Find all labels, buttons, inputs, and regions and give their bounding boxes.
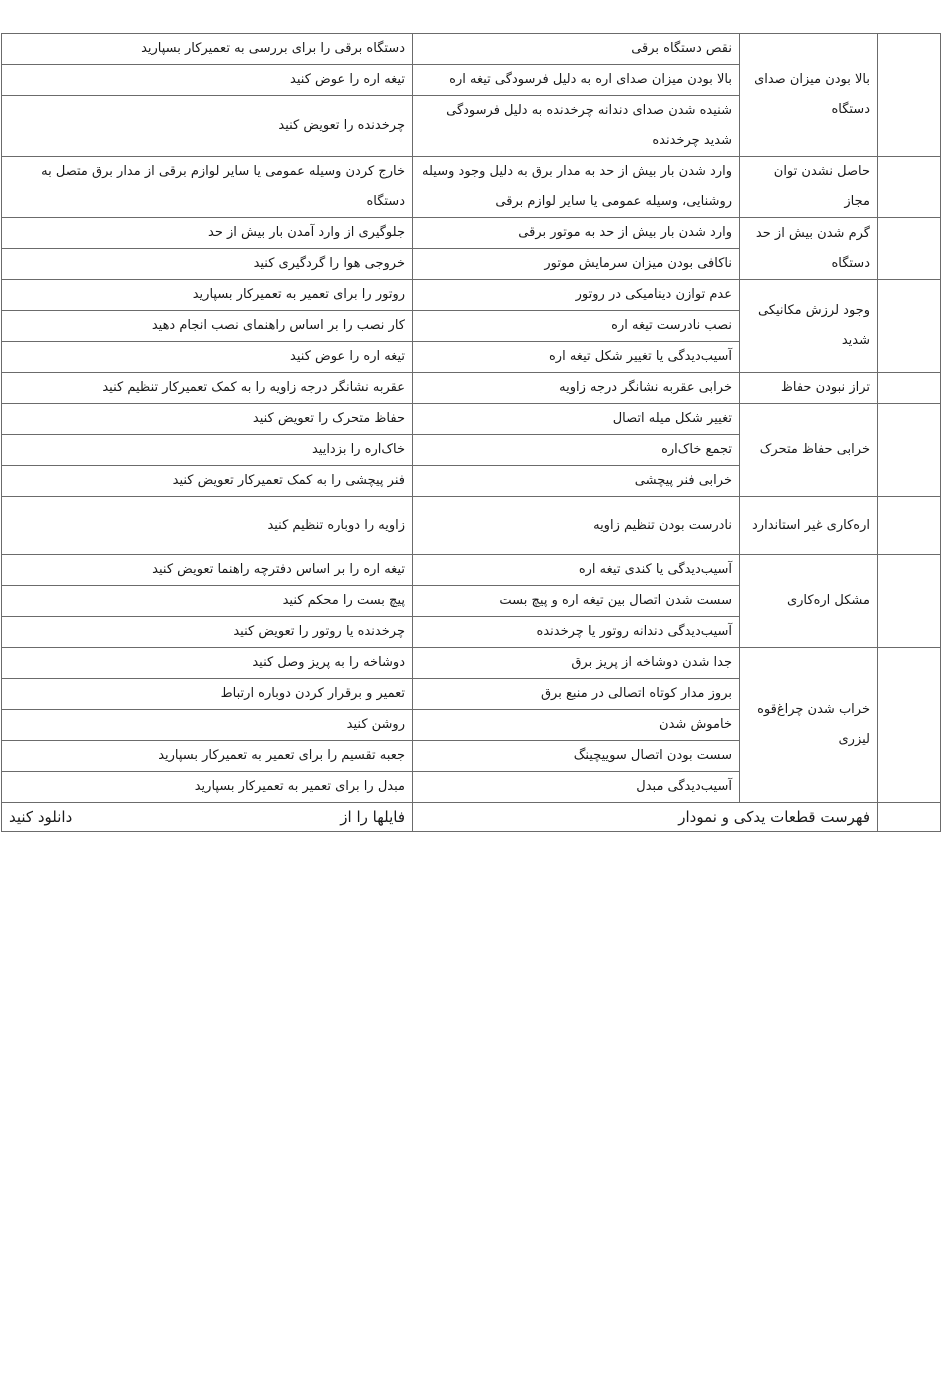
cause-cell: آسیب‌دیدگی دندانه روتور یا چرخدنده: [413, 617, 740, 648]
problem-cell: اره‌کاری غیر استاندارد: [740, 497, 878, 555]
cause-cell: بالا بودن میزان صدای اره به دلیل فرسودگی تیغه اره: [413, 65, 740, 96]
action-cell: زاویه را دوباره تنظیم کنید: [2, 497, 413, 555]
table-row: [2, 34, 941, 65]
footer-row: [2, 803, 941, 832]
cause-cell: نادرست بودن تنظیم زاویه: [413, 497, 740, 555]
action-cell: پیچ بست را محکم کنید: [2, 586, 413, 617]
action-cell: کار نصب را بر اساس راهنمای نصب انجام دهید: [2, 311, 413, 342]
action-cell: تیغه اره را عوض کنید: [2, 65, 413, 96]
action-cell: فنر پیچشی را به کمک تعمیرکار تعویض کنید: [2, 466, 413, 497]
cause-cell: ناکافی بودن میزان سرمایش موتور: [413, 249, 740, 280]
cause-cell: خرابی فنر پیچشی: [413, 466, 740, 497]
row-index-cell: [878, 497, 941, 555]
cause-cell: نصب نادرست تیغه اره: [413, 311, 740, 342]
cause-cell: آسیب‌دیدگی مبدل: [413, 772, 740, 803]
cause-cell: سست شدن اتصال بین تیغه اره و پیچ بست: [413, 586, 740, 617]
table-body: [2, 34, 941, 832]
table-row: [2, 218, 941, 249]
troubleshooting-table: [1, 33, 941, 832]
row-index-cell: [878, 218, 941, 280]
action-cell: دوشاخه را به پریز وصل کنید: [2, 648, 413, 679]
cause-cell: آسیب‌دیدگی یا تغییر شکل تیغه اره: [413, 342, 740, 373]
problem-cell: خرابی حفاظ متحرک: [740, 404, 878, 497]
table-row: [2, 497, 941, 555]
action-cell: تیغه اره را بر اساس دفترچه راهنما تعویض کنید: [2, 555, 413, 586]
action-cell: روشن کنید: [2, 710, 413, 741]
table-row: [2, 555, 941, 586]
footer-index-cell: [878, 803, 941, 832]
cause-cell: آسیب‌دیدگی یا کندی تیغه اره: [413, 555, 740, 586]
cause-cell: تجمع خاک‌اره: [413, 435, 740, 466]
problem-cell: خراب شدن چراغ‌قوه لیزری: [740, 648, 878, 803]
table-row: [2, 648, 941, 679]
table-row: [2, 373, 941, 404]
action-cell: تیغه اره را عوض کنید: [2, 342, 413, 373]
cause-cell: شنیده شدن صدای دندانه چرخدنده به دلیل فرسودگی شدید چرخدنده: [413, 96, 740, 157]
problem-cell: حاصل نشدن توان مجاز: [740, 157, 878, 218]
row-index-cell: [878, 157, 941, 218]
action-cell: جعبه تقسیم را برای تعمیر به تعمیرکار بسپارید: [2, 741, 413, 772]
problem-cell: گرم شدن بیش از حد دستگاه: [740, 218, 878, 280]
problem-cell: مشکل اره‌کاری: [740, 555, 878, 648]
footer-download-link[interactable]: دانلود کنید: [9, 808, 73, 826]
row-index-cell: [878, 34, 941, 157]
action-cell: تعمیر و برقرار کردن دوباره ارتباط: [2, 679, 413, 710]
cause-cell: وارد شدن بار بیش از حد به مدار برق به دلیل وجود وسیله روشنایی، وسیله عمومی یا سایر لوازم برقی: [413, 157, 740, 218]
action-cell: مبدل را برای تعمیر به تعمیرکار بسپارید: [2, 772, 413, 803]
row-index-cell: [878, 373, 941, 404]
cause-cell: جدا شدن دوشاخه از پریز برق: [413, 648, 740, 679]
action-cell: روتور را برای تعمیر به تعمیرکار بسپارید: [2, 280, 413, 311]
problem-cell: تراز نبودن حفاظ: [740, 373, 878, 404]
table-row: [2, 157, 941, 218]
cause-cell: تغییر شکل میله اتصال: [413, 404, 740, 435]
table-row: [2, 280, 941, 311]
cause-cell: وارد شدن بار بیش از حد به موتور برقی: [413, 218, 740, 249]
row-index-cell: [878, 280, 941, 373]
footer-download-cell: [2, 803, 413, 832]
cause-cell: خرابی عقربه نشانگر درجه زاویه: [413, 373, 740, 404]
cause-cell: عدم توازن دینامیکی در روتور: [413, 280, 740, 311]
footer-title: فهرست قطعات یدکی و نمودار: [413, 803, 878, 832]
row-index-cell: [878, 648, 941, 803]
problem-cell: بالا بودن میزان صدای دستگاه: [740, 34, 878, 157]
row-index-cell: [878, 555, 941, 648]
cause-cell: خاموش شدن: [413, 710, 740, 741]
action-cell: دستگاه برقی را برای بررسی به تعمیرکار بسپارید: [2, 34, 413, 65]
action-cell: حفاظ متحرک را تعویض کنید: [2, 404, 413, 435]
action-cell: خروجی هوا را گردگیری کنید: [2, 249, 413, 280]
action-cell: خارج کردن وسیله عمومی یا سایر لوازم برقی از مدار برق متصل به دستگاه: [2, 157, 413, 218]
cause-cell: نقص دستگاه برقی: [413, 34, 740, 65]
footer-files-text: فایلها را از: [340, 808, 405, 826]
action-cell: خاک‌اره را بزدایید: [2, 435, 413, 466]
table-row: [2, 404, 941, 435]
row-index-cell: [878, 404, 941, 497]
cause-cell: سست بودن اتصال سوییچینگ: [413, 741, 740, 772]
action-cell: چرخدنده یا روتور را تعویض کنید: [2, 617, 413, 648]
action-cell: جلوگیری از وارد آمدن بار بیش از حد: [2, 218, 413, 249]
cause-cell: بروز مدار کوتاه اتصالی در منبع برق: [413, 679, 740, 710]
problem-cell: وجود لرزش مکانیکی شدید: [740, 280, 878, 373]
action-cell: چرخدنده را تعویض کنید: [2, 96, 413, 157]
action-cell: عقربه نشانگر درجه زاویه را به کمک تعمیرکار تنظیم کنید: [2, 373, 413, 404]
